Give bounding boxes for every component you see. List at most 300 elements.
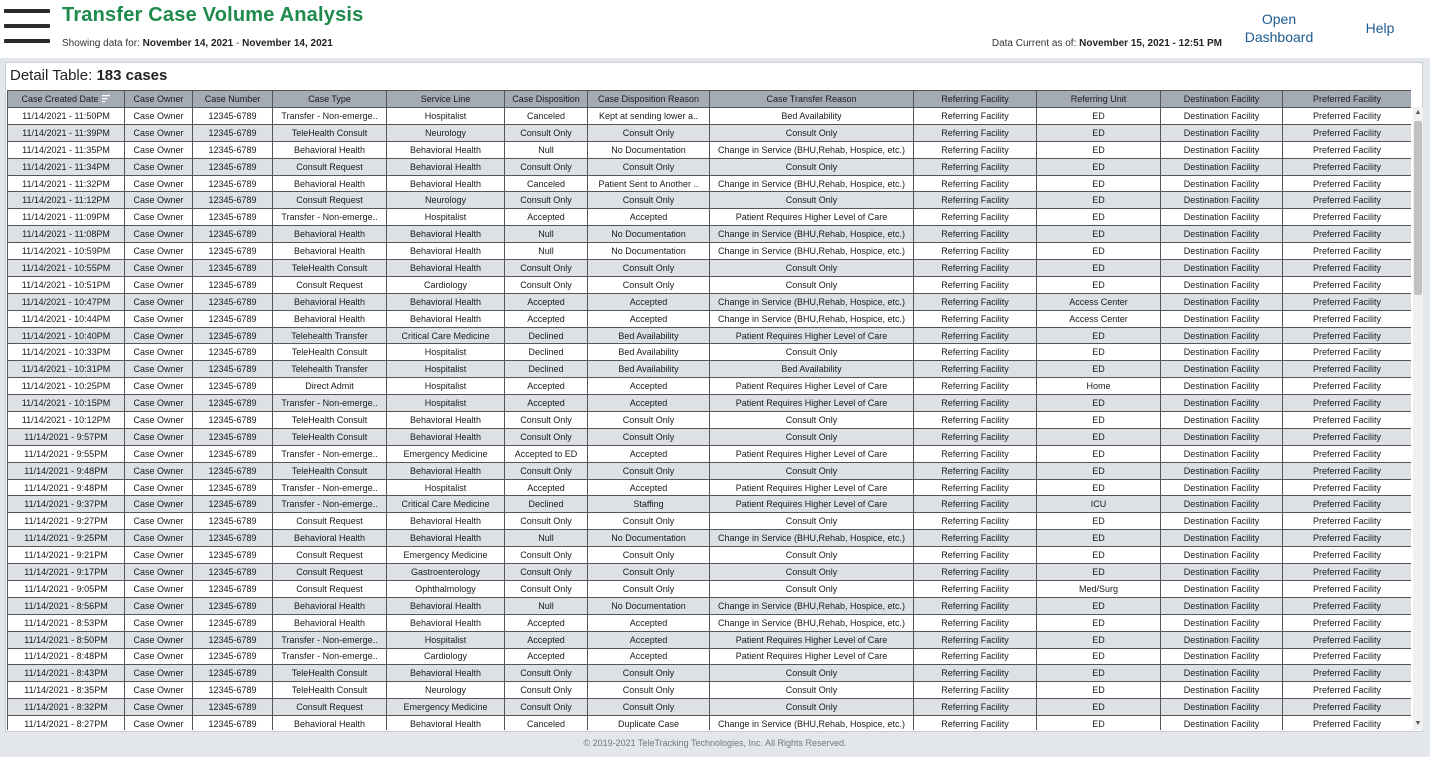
case-count: 183 cases bbox=[96, 67, 168, 84]
table-cell: 12345-6789 bbox=[193, 192, 273, 209]
table-cell: Consult Only bbox=[505, 699, 588, 716]
table-cell: Accepted bbox=[588, 209, 710, 226]
table-row[interactable] bbox=[8, 378, 1412, 395]
table-cell: Case Owner bbox=[125, 361, 193, 378]
table-cell: Case Owner bbox=[125, 395, 193, 412]
table-cell: Preferred Facility bbox=[1283, 547, 1412, 564]
current-label: Data Current as of: bbox=[991, 38, 1077, 49]
table-cell: Case Owner bbox=[125, 310, 193, 327]
table-cell: Canceled bbox=[505, 108, 588, 125]
table-cell: Behavioral Health bbox=[273, 614, 387, 631]
table-cell: 11/14/2021 - 10:47PM bbox=[8, 293, 125, 310]
table-cell: 12345-6789 bbox=[193, 108, 273, 125]
table-cell: 12345-6789 bbox=[193, 158, 273, 175]
table-cell: Consult Only bbox=[710, 260, 914, 277]
table-cell: ED bbox=[1037, 260, 1161, 277]
table-cell: 12345-6789 bbox=[193, 682, 273, 699]
table-cell: Preferred Facility bbox=[1283, 192, 1412, 209]
table-cell: ED bbox=[1037, 327, 1161, 344]
table-cell: Preferred Facility bbox=[1283, 614, 1412, 631]
table-row[interactable] bbox=[8, 716, 1412, 730]
table-row[interactable] bbox=[8, 124, 1412, 141]
table-cell: Behavioral Health bbox=[273, 310, 387, 327]
table-cell: Preferred Facility bbox=[1283, 648, 1412, 665]
table-cell: Patient Requires Higher Level of Care bbox=[710, 209, 914, 226]
table-cell: Consult Only bbox=[588, 513, 710, 530]
table-cell: Preferred Facility bbox=[1283, 631, 1412, 648]
table-cell: Consult Only bbox=[505, 276, 588, 293]
table-cell: Direct Admit bbox=[273, 378, 387, 395]
table-cell: Referring Facility bbox=[914, 665, 1037, 682]
table-cell: 12345-6789 bbox=[193, 327, 273, 344]
table-cell: Consult Only bbox=[588, 192, 710, 209]
table-cell: Preferred Facility bbox=[1283, 564, 1412, 581]
table-cell: 11/14/2021 - 11:50PM bbox=[8, 108, 125, 125]
table-cell: Destination Facility bbox=[1161, 124, 1283, 141]
table-cell: Hospitalist bbox=[387, 361, 505, 378]
date-to: November 14, 2021 bbox=[242, 38, 333, 49]
table-cell: 11/14/2021 - 10:25PM bbox=[8, 378, 125, 395]
table-cell: ED bbox=[1037, 428, 1161, 445]
table-cell: Consult Only bbox=[588, 665, 710, 682]
table-cell: TeleHealth Consult bbox=[273, 428, 387, 445]
table-cell: Consult Only bbox=[588, 699, 710, 716]
table-cell: Case Owner bbox=[125, 108, 193, 125]
table-cell: Referring Facility bbox=[914, 141, 1037, 158]
table-cell: Case Owner bbox=[125, 327, 193, 344]
table-cell: Preferred Facility bbox=[1283, 293, 1412, 310]
table-cell: Consult Only bbox=[588, 428, 710, 445]
table-cell: Consult Only bbox=[710, 513, 914, 530]
table-row[interactable] bbox=[8, 412, 1412, 429]
table-row[interactable] bbox=[8, 344, 1412, 361]
table-cell: Referring Facility bbox=[914, 260, 1037, 277]
column-header-case-number[interactable] bbox=[193, 91, 273, 108]
table-row[interactable] bbox=[8, 192, 1412, 209]
table-cell: Consult Only bbox=[710, 276, 914, 293]
footer-copyright: © 2019-2021 TeleTracking Technologies, Inc. All Rights Reserved. bbox=[583, 738, 847, 748]
table-cell: Preferred Facility bbox=[1283, 479, 1412, 496]
table-cell: ED bbox=[1037, 445, 1161, 462]
column-header-case-owner[interactable] bbox=[125, 91, 193, 108]
table-cell: 11/14/2021 - 10:55PM bbox=[8, 260, 125, 277]
table-cell: Consult Only bbox=[710, 158, 914, 175]
table-cell: Referring Facility bbox=[914, 412, 1037, 429]
table-cell: Null bbox=[505, 226, 588, 243]
table-cell: Preferred Facility bbox=[1283, 665, 1412, 682]
table-cell: Destination Facility bbox=[1161, 496, 1283, 513]
table-cell: Destination Facility bbox=[1161, 344, 1283, 361]
table-cell: Case Owner bbox=[125, 378, 193, 395]
table-cell: 11/14/2021 - 9:57PM bbox=[8, 428, 125, 445]
column-header-case-disposition-reason[interactable] bbox=[588, 91, 710, 108]
table-row[interactable] bbox=[8, 175, 1412, 192]
table-cell: 11/14/2021 - 8:32PM bbox=[8, 699, 125, 716]
table-row[interactable] bbox=[8, 293, 1412, 310]
column-header-referring-unit[interactable] bbox=[1037, 91, 1161, 108]
table-row[interactable] bbox=[8, 327, 1412, 344]
table-cell: Destination Facility bbox=[1161, 378, 1283, 395]
table-row[interactable] bbox=[8, 260, 1412, 277]
table-cell: Referring Facility bbox=[914, 108, 1037, 125]
table-row[interactable] bbox=[8, 513, 1412, 530]
table-cell: Consult Only bbox=[588, 682, 710, 699]
scroll-down-arrow-icon[interactable]: ▼ bbox=[1414, 720, 1422, 727]
table-cell: Neurology bbox=[387, 192, 505, 209]
table-cell: Change in Service (BHU,Rehab, Hospice, etc.) bbox=[710, 310, 914, 327]
table-row[interactable] bbox=[8, 276, 1412, 293]
table-cell: Referring Facility bbox=[914, 716, 1037, 730]
table-row[interactable] bbox=[8, 158, 1412, 175]
table-cell: No Documentation bbox=[588, 226, 710, 243]
table-row[interactable] bbox=[8, 631, 1412, 648]
table-cell: Referring Facility bbox=[914, 699, 1037, 716]
table-cell: 11/14/2021 - 9:25PM bbox=[8, 530, 125, 547]
table-cell: Preferred Facility bbox=[1283, 412, 1412, 429]
table-row[interactable] bbox=[8, 209, 1412, 226]
table-cell: ED bbox=[1037, 716, 1161, 730]
table-cell: Referring Facility bbox=[914, 462, 1037, 479]
table-cell: Change in Service (BHU,Rehab, Hospice, etc.) bbox=[710, 141, 914, 158]
table-cell: 11/14/2021 - 9:37PM bbox=[8, 496, 125, 513]
table-cell: Consult Only bbox=[505, 547, 588, 564]
table-cell: Preferred Facility bbox=[1283, 395, 1412, 412]
column-header-case-transfer-reason[interactable] bbox=[710, 91, 914, 108]
table-cell: Access Center bbox=[1037, 293, 1161, 310]
hamburger-menu-icon[interactable] bbox=[4, 7, 50, 45]
table-cell: ED bbox=[1037, 175, 1161, 192]
table-cell: Consult Only bbox=[505, 665, 588, 682]
table-cell: Case Owner bbox=[125, 192, 193, 209]
table-cell: Behavioral Health bbox=[387, 716, 505, 730]
table-row[interactable] bbox=[8, 564, 1412, 581]
table-cell: Preferred Facility bbox=[1283, 530, 1412, 547]
table-cell: Behavioral Health bbox=[273, 597, 387, 614]
table-cell: TeleHealth Consult bbox=[273, 124, 387, 141]
table-cell: 12345-6789 bbox=[193, 124, 273, 141]
table-cell: 11/14/2021 - 10:40PM bbox=[8, 327, 125, 344]
table-cell: Consult Only bbox=[710, 462, 914, 479]
table-cell: Hospitalist bbox=[387, 378, 505, 395]
table-row[interactable] bbox=[8, 699, 1412, 716]
table-row[interactable] bbox=[8, 445, 1412, 462]
table-cell: Patient Requires Higher Level of Care bbox=[710, 496, 914, 513]
table-cell: Destination Facility bbox=[1161, 445, 1283, 462]
table-cell: Ophthalmology bbox=[387, 580, 505, 597]
table-viewport[interactable] bbox=[7, 90, 1411, 730]
table-cell: Preferred Facility bbox=[1283, 243, 1412, 260]
table-row[interactable] bbox=[8, 648, 1412, 665]
table-cell: Behavioral Health bbox=[273, 141, 387, 158]
table-cell: Consult Only bbox=[710, 124, 914, 141]
table-row[interactable] bbox=[8, 682, 1412, 699]
table-cell: ED bbox=[1037, 564, 1161, 581]
table-cell: 11/14/2021 - 11:09PM bbox=[8, 209, 125, 226]
table-cell: TeleHealth Consult bbox=[273, 665, 387, 682]
open-dashboard-link[interactable] bbox=[1241, 10, 1317, 46]
table-cell: Hospitalist bbox=[387, 395, 505, 412]
table-cell: Preferred Facility bbox=[1283, 226, 1412, 243]
table-row[interactable] bbox=[8, 597, 1412, 614]
table-cell: 11/14/2021 - 11:32PM bbox=[8, 175, 125, 192]
table-cell: Preferred Facility bbox=[1283, 428, 1412, 445]
vertical-scrollbar[interactable] bbox=[1413, 107, 1423, 730]
table-cell: Behavioral Health bbox=[387, 175, 505, 192]
table-cell: Behavioral Health bbox=[273, 716, 387, 730]
table-cell: Case Owner bbox=[125, 209, 193, 226]
open-dashboard-line2: Dashboard bbox=[1244, 29, 1314, 45]
column-header-referring-facility[interactable] bbox=[914, 91, 1037, 108]
table-cell: TeleHealth Consult bbox=[273, 344, 387, 361]
table-cell: Case Owner bbox=[125, 564, 193, 581]
table-cell: Destination Facility bbox=[1161, 479, 1283, 496]
table-cell: Preferred Facility bbox=[1283, 361, 1412, 378]
detail-table-title bbox=[10, 67, 167, 84]
table-cell: TeleHealth Consult bbox=[273, 462, 387, 479]
table-cell: Accepted bbox=[588, 614, 710, 631]
table-cell: 11/14/2021 - 10:33PM bbox=[8, 344, 125, 361]
table-cell: Destination Facility bbox=[1161, 260, 1283, 277]
table-cell: Accepted bbox=[505, 293, 588, 310]
detail-table-panel bbox=[5, 62, 1423, 732]
table-cell: Behavioral Health bbox=[273, 243, 387, 260]
table-cell: Consult Only bbox=[710, 580, 914, 597]
table-cell: Accepted bbox=[505, 631, 588, 648]
table-cell: Transfer - Non-emerge.. bbox=[273, 631, 387, 648]
table-cell: Referring Facility bbox=[914, 648, 1037, 665]
table-cell: Consult Only bbox=[588, 564, 710, 581]
table-cell: Consult Only bbox=[588, 158, 710, 175]
table-cell: Consult Only bbox=[710, 192, 914, 209]
table-cell: ED bbox=[1037, 699, 1161, 716]
table-cell: Behavioral Health bbox=[273, 293, 387, 310]
table-cell: Destination Facility bbox=[1161, 580, 1283, 597]
table-cell: 11/14/2021 - 11:34PM bbox=[8, 158, 125, 175]
table-cell: Accepted bbox=[505, 479, 588, 496]
table-cell: 12345-6789 bbox=[193, 547, 273, 564]
column-header-label: Service Line bbox=[420, 94, 471, 104]
table-row[interactable] bbox=[8, 395, 1412, 412]
scroll-up-arrow-icon[interactable]: ▲ bbox=[1414, 109, 1422, 116]
table-cell: TeleHealth Consult bbox=[273, 412, 387, 429]
table-cell: Behavioral Health bbox=[387, 428, 505, 445]
table-cell: Referring Facility bbox=[914, 395, 1037, 412]
table-cell: Transfer - Non-emerge.. bbox=[273, 108, 387, 125]
table-cell: Accepted bbox=[588, 378, 710, 395]
table-cell: ED bbox=[1037, 243, 1161, 260]
table-cell: Destination Facility bbox=[1161, 293, 1283, 310]
table-body bbox=[8, 108, 1412, 731]
table-cell: Referring Facility bbox=[914, 361, 1037, 378]
table-cell: 11/14/2021 - 8:43PM bbox=[8, 665, 125, 682]
table-cell: ED bbox=[1037, 597, 1161, 614]
table-cell: ED bbox=[1037, 479, 1161, 496]
table-cell: ED bbox=[1037, 631, 1161, 648]
table-cell: 12345-6789 bbox=[193, 716, 273, 730]
table-cell: Accepted to ED bbox=[505, 445, 588, 462]
table-cell: 11/14/2021 - 10:15PM bbox=[8, 395, 125, 412]
table-row[interactable] bbox=[8, 428, 1412, 445]
table-cell: Destination Facility bbox=[1161, 597, 1283, 614]
table-cell: Case Owner bbox=[125, 344, 193, 361]
table-cell: Behavioral Health bbox=[387, 530, 505, 547]
table-cell: Consult Only bbox=[588, 462, 710, 479]
table-cell: Change in Service (BHU,Rehab, Hospice, etc.) bbox=[710, 243, 914, 260]
table-row[interactable] bbox=[8, 530, 1412, 547]
table-cell: Accepted bbox=[505, 395, 588, 412]
table-cell: 12345-6789 bbox=[193, 344, 273, 361]
table-cell: Accepted bbox=[505, 648, 588, 665]
table-row[interactable] bbox=[8, 141, 1412, 158]
table-cell: Preferred Facility bbox=[1283, 699, 1412, 716]
table-row[interactable] bbox=[8, 310, 1412, 327]
table-cell: Destination Facility bbox=[1161, 243, 1283, 260]
table-cell: Declined bbox=[505, 496, 588, 513]
date-from: November 14, 2021 bbox=[142, 38, 234, 49]
table-row[interactable] bbox=[8, 496, 1412, 513]
table-cell: Behavioral Health bbox=[387, 597, 505, 614]
table-cell: No Documentation bbox=[588, 597, 710, 614]
table-cell: Preferred Facility bbox=[1283, 496, 1412, 513]
table-cell: Consult Only bbox=[505, 412, 588, 429]
table-cell: Emergency Medicine bbox=[387, 445, 505, 462]
table-cell: No Documentation bbox=[588, 243, 710, 260]
table-cell: Accepted bbox=[505, 310, 588, 327]
help-link[interactable]: Help bbox=[1365, 20, 1395, 36]
table-cell: Referring Facility bbox=[914, 631, 1037, 648]
table-cell: Patient Requires Higher Level of Care bbox=[710, 378, 914, 395]
table-row[interactable] bbox=[8, 580, 1412, 597]
table-row[interactable] bbox=[8, 614, 1412, 631]
table-row[interactable] bbox=[8, 226, 1412, 243]
data-current bbox=[992, 38, 1222, 49]
table-cell: Behavioral Health bbox=[387, 158, 505, 175]
column-header-label: Case Transfer Reason bbox=[766, 94, 857, 104]
table-cell: Referring Facility bbox=[914, 682, 1037, 699]
table-cell: 12345-6789 bbox=[193, 276, 273, 293]
table-cell: Destination Facility bbox=[1161, 192, 1283, 209]
table-cell: Destination Facility bbox=[1161, 462, 1283, 479]
table-cell: 11/14/2021 - 9:27PM bbox=[8, 513, 125, 530]
column-header-label: Case Owner bbox=[133, 94, 184, 104]
table-cell: 11/14/2021 - 11:35PM bbox=[8, 141, 125, 158]
table-cell: Behavioral Health bbox=[387, 293, 505, 310]
table-cell: Gastroenterology bbox=[387, 564, 505, 581]
table-row[interactable] bbox=[8, 462, 1412, 479]
table-cell: Accepted bbox=[588, 293, 710, 310]
table-cell: Destination Facility bbox=[1161, 395, 1283, 412]
table-cell: Access Center bbox=[1037, 310, 1161, 327]
table-cell: Med/Surg bbox=[1037, 580, 1161, 597]
column-header-label: Preferred Facility bbox=[1312, 94, 1382, 104]
table-cell: Referring Facility bbox=[914, 564, 1037, 581]
table-cell: ED bbox=[1037, 108, 1161, 125]
table-cell: Consult Only bbox=[505, 564, 588, 581]
table-row[interactable] bbox=[8, 361, 1412, 378]
table-cell: Referring Facility bbox=[914, 513, 1037, 530]
column-header-case-disposition[interactable] bbox=[505, 91, 588, 108]
column-header-case-created-date[interactable] bbox=[8, 91, 125, 108]
table-cell: Referring Facility bbox=[914, 496, 1037, 513]
table-cell: Null bbox=[505, 243, 588, 260]
table-cell: 12345-6789 bbox=[193, 141, 273, 158]
column-header-case-type[interactable] bbox=[273, 91, 387, 108]
table-cell: Preferred Facility bbox=[1283, 260, 1412, 277]
table-cell: Consult Only bbox=[710, 665, 914, 682]
table-row[interactable] bbox=[8, 665, 1412, 682]
table-cell: Accepted bbox=[588, 395, 710, 412]
table-cell: Accepted bbox=[588, 445, 710, 462]
table-cell: Behavioral Health bbox=[273, 226, 387, 243]
table-cell: ED bbox=[1037, 412, 1161, 429]
sort-descending-icon[interactable] bbox=[102, 94, 111, 105]
column-header-preferred-facility[interactable] bbox=[1283, 91, 1412, 108]
table-cell: No Documentation bbox=[588, 141, 710, 158]
table-cell: 12345-6789 bbox=[193, 479, 273, 496]
table-row[interactable] bbox=[8, 547, 1412, 564]
table-cell: Referring Facility bbox=[914, 175, 1037, 192]
table-cell: Referring Facility bbox=[914, 614, 1037, 631]
table-cell: 12345-6789 bbox=[193, 175, 273, 192]
table-cell: Referring Facility bbox=[914, 124, 1037, 141]
column-header-service-line[interactable] bbox=[387, 91, 505, 108]
column-header-label: Case Disposition Reason bbox=[597, 94, 700, 104]
table-cell: Case Owner bbox=[125, 243, 193, 260]
table-cell: Preferred Facility bbox=[1283, 158, 1412, 175]
column-header-destination-facility[interactable] bbox=[1161, 91, 1283, 108]
date-separator: - bbox=[236, 38, 240, 49]
table-cell: Hospitalist bbox=[387, 209, 505, 226]
table-cell: Neurology bbox=[387, 124, 505, 141]
table-cell: 11/14/2021 - 11:08PM bbox=[8, 226, 125, 243]
column-header-label: Case Disposition bbox=[512, 94, 580, 104]
table-cell: Null bbox=[505, 141, 588, 158]
detail-table bbox=[7, 90, 1411, 730]
table-cell: 11/14/2021 - 10:44PM bbox=[8, 310, 125, 327]
table-cell: Referring Facility bbox=[914, 192, 1037, 209]
table-cell: Consult Only bbox=[505, 428, 588, 445]
table-cell: 12345-6789 bbox=[193, 260, 273, 277]
table-row[interactable] bbox=[8, 479, 1412, 496]
table-row[interactable] bbox=[8, 108, 1412, 125]
table-row[interactable] bbox=[8, 243, 1412, 260]
table-cell: 12345-6789 bbox=[193, 665, 273, 682]
table-cell: Behavioral Health bbox=[387, 665, 505, 682]
table-cell: Consult Only bbox=[505, 462, 588, 479]
table-cell: 12345-6789 bbox=[193, 378, 273, 395]
table-cell: Destination Facility bbox=[1161, 412, 1283, 429]
table-cell: ED bbox=[1037, 141, 1161, 158]
table-cell: Case Owner bbox=[125, 496, 193, 513]
scroll-thumb[interactable] bbox=[1414, 121, 1422, 295]
table-cell: Destination Facility bbox=[1161, 158, 1283, 175]
table-cell: Case Owner bbox=[125, 445, 193, 462]
table-cell: Consult Request bbox=[273, 276, 387, 293]
table-cell: Behavioral Health bbox=[387, 614, 505, 631]
table-cell: Accepted bbox=[588, 648, 710, 665]
table-cell: No Documentation bbox=[588, 530, 710, 547]
table-cell: ICU bbox=[1037, 496, 1161, 513]
table-cell: 12345-6789 bbox=[193, 293, 273, 310]
detail-title-prefix: Detail Table: bbox=[10, 67, 97, 84]
table-cell: Referring Facility bbox=[914, 378, 1037, 395]
table-cell: Preferred Facility bbox=[1283, 327, 1412, 344]
column-header-label: Case Number bbox=[204, 94, 261, 104]
table-cell: 11/14/2021 - 8:35PM bbox=[8, 682, 125, 699]
table-cell: Destination Facility bbox=[1161, 361, 1283, 378]
table-cell: Hospitalist bbox=[387, 479, 505, 496]
table-cell: 12345-6789 bbox=[193, 530, 273, 547]
